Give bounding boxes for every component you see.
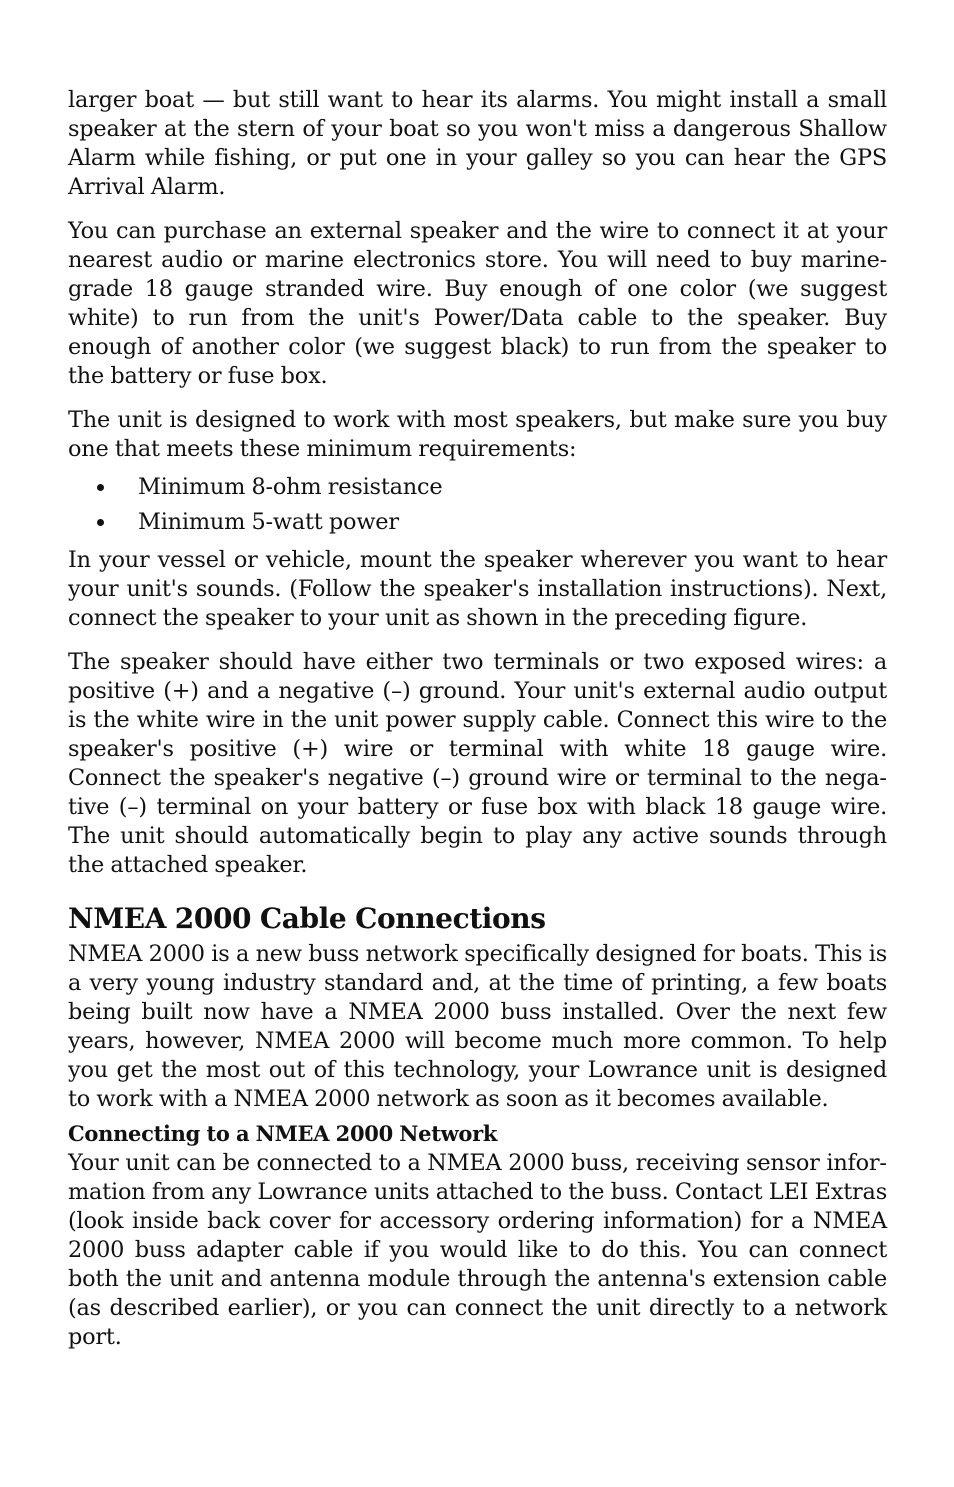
section-heading-nmea-2000: NMEA 2000 Cable Connections	[68, 902, 546, 935]
bullet-icon	[97, 484, 104, 491]
requirement-power: Minimum 5-watt power	[138, 509, 399, 535]
paragraph-speaker-intro: larger boat — but still want to hear its alarms. You might install a small speaker at the stern of your boat so you won't miss a dangerous Shallow Alarm while fishing, or put one in your galley so you can hear the GPS Arrival Alarm.	[68, 87, 887, 200]
paragraph-speaker-requirements: The unit is designed to work with most speakers, but make sure you buy one that meets these minimum requirements:	[68, 407, 887, 462]
bullet-icon	[97, 519, 104, 526]
subsection-heading-connecting: Connecting to a NMEA 2000 Network	[68, 1121, 498, 1146]
paragraph-mount-speaker: In your vessel or vehicle, mount the speaker wherever you want to hear your unit's sounds. (Follow the speaker's installation instructions). Next, connect the speaker to your unit as shown in the preceding figure.	[68, 547, 887, 631]
requirement-resistance: Minimum 8-ohm resistance	[138, 474, 443, 500]
paragraph-nmea-overview: NMEA 2000 is a new buss network specifically designed for boats. This is a very young industry standard and, at the time of printing, a few boats being built now have a NMEA 2000 buss installed. Over the next few years, however, NMEA 2000 will become much more common. To help you get the most out of this technology, your Lowrance unit is designed to work with a NMEA 2000 network as soon as it becomes available.	[68, 941, 887, 1112]
list-item	[68, 505, 887, 540]
paragraph-purchase-speaker: You can purchase an external speaker and the wire to connect it at your nearest audio or marine electronics store. You will need to buy marine-grade 18 gauge stranded wire. Buy enough of one color (we suggest white) to run from the unit's Power/Data cable to the speaker. Buy enough of another color (we suggest black) to run from the speaker to the battery or fuse box.	[68, 218, 887, 389]
document-page	[68, 86, 887, 1367]
requirements-list	[68, 470, 887, 540]
paragraph-nmea-connecting: Your unit can be connected to a NMEA 2000 buss, receiving sensor information from any Lowrance units attached to the buss. Contact LEI Extras (look inside back cover for accessory ordering information) for a NMEA 2000 buss adapter cable if you would like to do this. You can connect both the unit and antenna module through the antenna's extension cable (as described earlier), or you can connect the unit directly to a network port.	[68, 1150, 887, 1350]
list-item	[68, 470, 887, 505]
paragraph-speaker-wiring: The speaker should have either two terminals or two exposed wires: a positive (+) and a negative (–) ground. Your unit's external audio output is the white wire in the unit power supply cable. Connect this wire to the speaker's positive (+) wire or terminal with white 18 gauge wire. Connect the speaker's negative (–) ground wire or terminal to the negative (–) terminal on your battery or fuse box with black 18 gauge wire. The unit should automatically begin to play any active sounds through the attached speaker.	[68, 649, 887, 878]
